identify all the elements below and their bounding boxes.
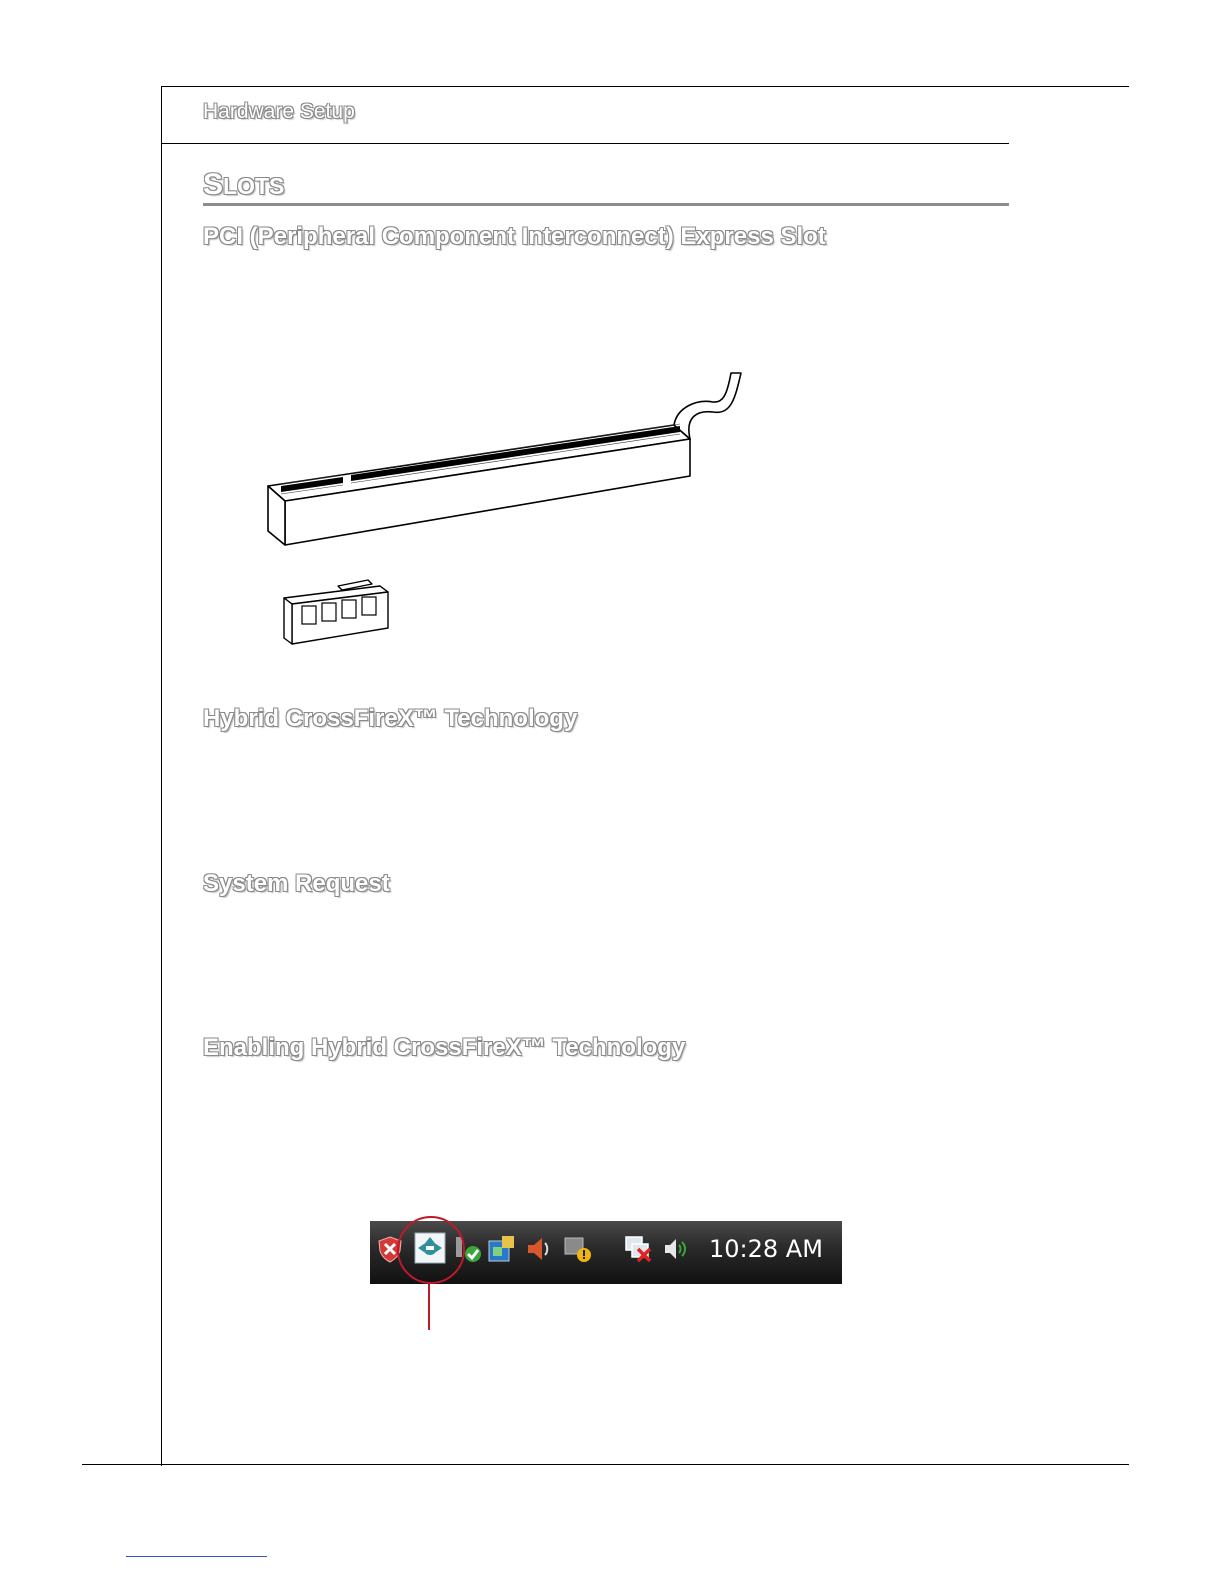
volume-icon[interactable] bbox=[662, 1235, 690, 1263]
left-rule bbox=[161, 86, 162, 1466]
footer-link-underline bbox=[126, 1556, 267, 1557]
device-warning-icon[interactable] bbox=[564, 1235, 592, 1263]
page-title-rest: LOTS bbox=[223, 173, 285, 199]
pcie-x16-slot-illustration bbox=[265, 365, 745, 555]
page-title-initial: S bbox=[203, 168, 224, 201]
system-request-heading: System Request bbox=[203, 870, 390, 897]
bottom-rule bbox=[82, 1464, 1129, 1465]
header-underline bbox=[161, 143, 1009, 144]
enabling-hybrid-crossfirex-heading: Enabling Hybrid CrossFireX™ Technology bbox=[203, 1034, 686, 1061]
pcie-x1-slot-illustration bbox=[280, 576, 395, 651]
pci-express-heading: PCI (Peripheral Component Interconnect) Express Slot bbox=[203, 223, 826, 250]
page-title bbox=[203, 168, 284, 202]
audio-manager-icon[interactable] bbox=[524, 1235, 552, 1263]
callout-pointer-line bbox=[428, 1282, 430, 1330]
section-label: Hardware Setup bbox=[203, 100, 355, 123]
top-rule bbox=[161, 86, 1129, 87]
network-disconnected-icon[interactable] bbox=[624, 1235, 652, 1263]
tray-clock[interactable]: 10:28 AM bbox=[709, 1235, 823, 1263]
highlight-circle bbox=[397, 1216, 465, 1284]
hybrid-crossfirex-heading: Hybrid CrossFireX™ Technology bbox=[203, 705, 578, 732]
network-window-icon[interactable] bbox=[488, 1235, 516, 1263]
title-underline bbox=[203, 203, 1009, 206]
